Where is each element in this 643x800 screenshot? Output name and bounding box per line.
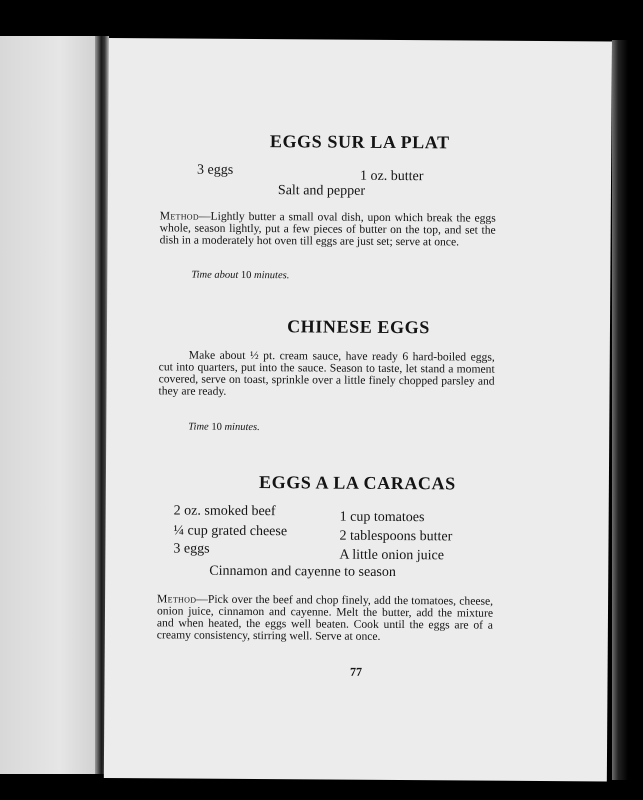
ingredient: Salt and pepper <box>277 183 366 199</box>
recipe-time <box>191 270 289 282</box>
ingredient: ¼ cup grated cheese <box>173 523 288 540</box>
ingredient: A little onion juice <box>339 547 445 564</box>
ingredient: 3 eggs <box>173 541 210 557</box>
method-text: —Lightly butter a small oval dish, upon which break the eggs whole, season lightly, put a few pieces of butter on the top, and set the dish in a moderately hot oven till eggs are just set; serve at once. <box>159 209 496 249</box>
ingredient: 3 eggs <box>197 162 234 178</box>
recipe-title-chinese-eggs: CHINESE EGGS <box>287 316 430 338</box>
time-label: Time about <box>191 269 239 281</box>
time-value: 10 <box>211 421 222 433</box>
ingredient: 1 oz. butter <box>359 168 424 185</box>
method-text: —Pick over the beef and chop finely, add the tomatoes, cheese, onion juice, cinnamon and cayenne. Melt the butter, add the mixture and when heated, the eggs well beaten. Cook until the eggs are of a creamy consistency, stirring well. Serve at once. <box>156 592 494 643</box>
page-number: 77 <box>350 664 363 679</box>
recipe-method <box>157 593 493 643</box>
time-unit: minutes. <box>224 421 260 434</box>
facing-page <box>0 36 100 774</box>
ingredient: Cinnamon and cayenne to season <box>209 563 396 581</box>
time-label: Time <box>188 421 209 433</box>
time-value: 10 <box>240 269 252 282</box>
page-edge-shadow <box>612 40 628 780</box>
method-label: Method <box>157 592 197 606</box>
ingredient: 2 tablespoons butter <box>339 528 453 545</box>
ingredient: 2 oz. smoked beef <box>173 503 276 520</box>
book-page <box>104 38 612 781</box>
recipe-time <box>188 422 260 433</box>
recipe-title-eggs-sur-la-plat: EGGS SUR LA PLAT <box>269 131 450 153</box>
ingredient: 1 cup tomatoes <box>339 509 425 526</box>
recipe-method: Make about ½ pt. cream sauce, have ready 6 hard-boiled eggs, cut into quarters, put into the sauce. Season to taste, let stand a moment covered, serve on toast, sprinkle over a little finely chopped parsley and they are ready. <box>158 348 495 398</box>
recipe-method <box>160 210 496 248</box>
time-unit: minutes. <box>254 270 290 282</box>
recipe-title-eggs-a-la-caracas: EGGS A LA CARACAS <box>258 472 456 494</box>
method-label: Method <box>159 209 200 223</box>
